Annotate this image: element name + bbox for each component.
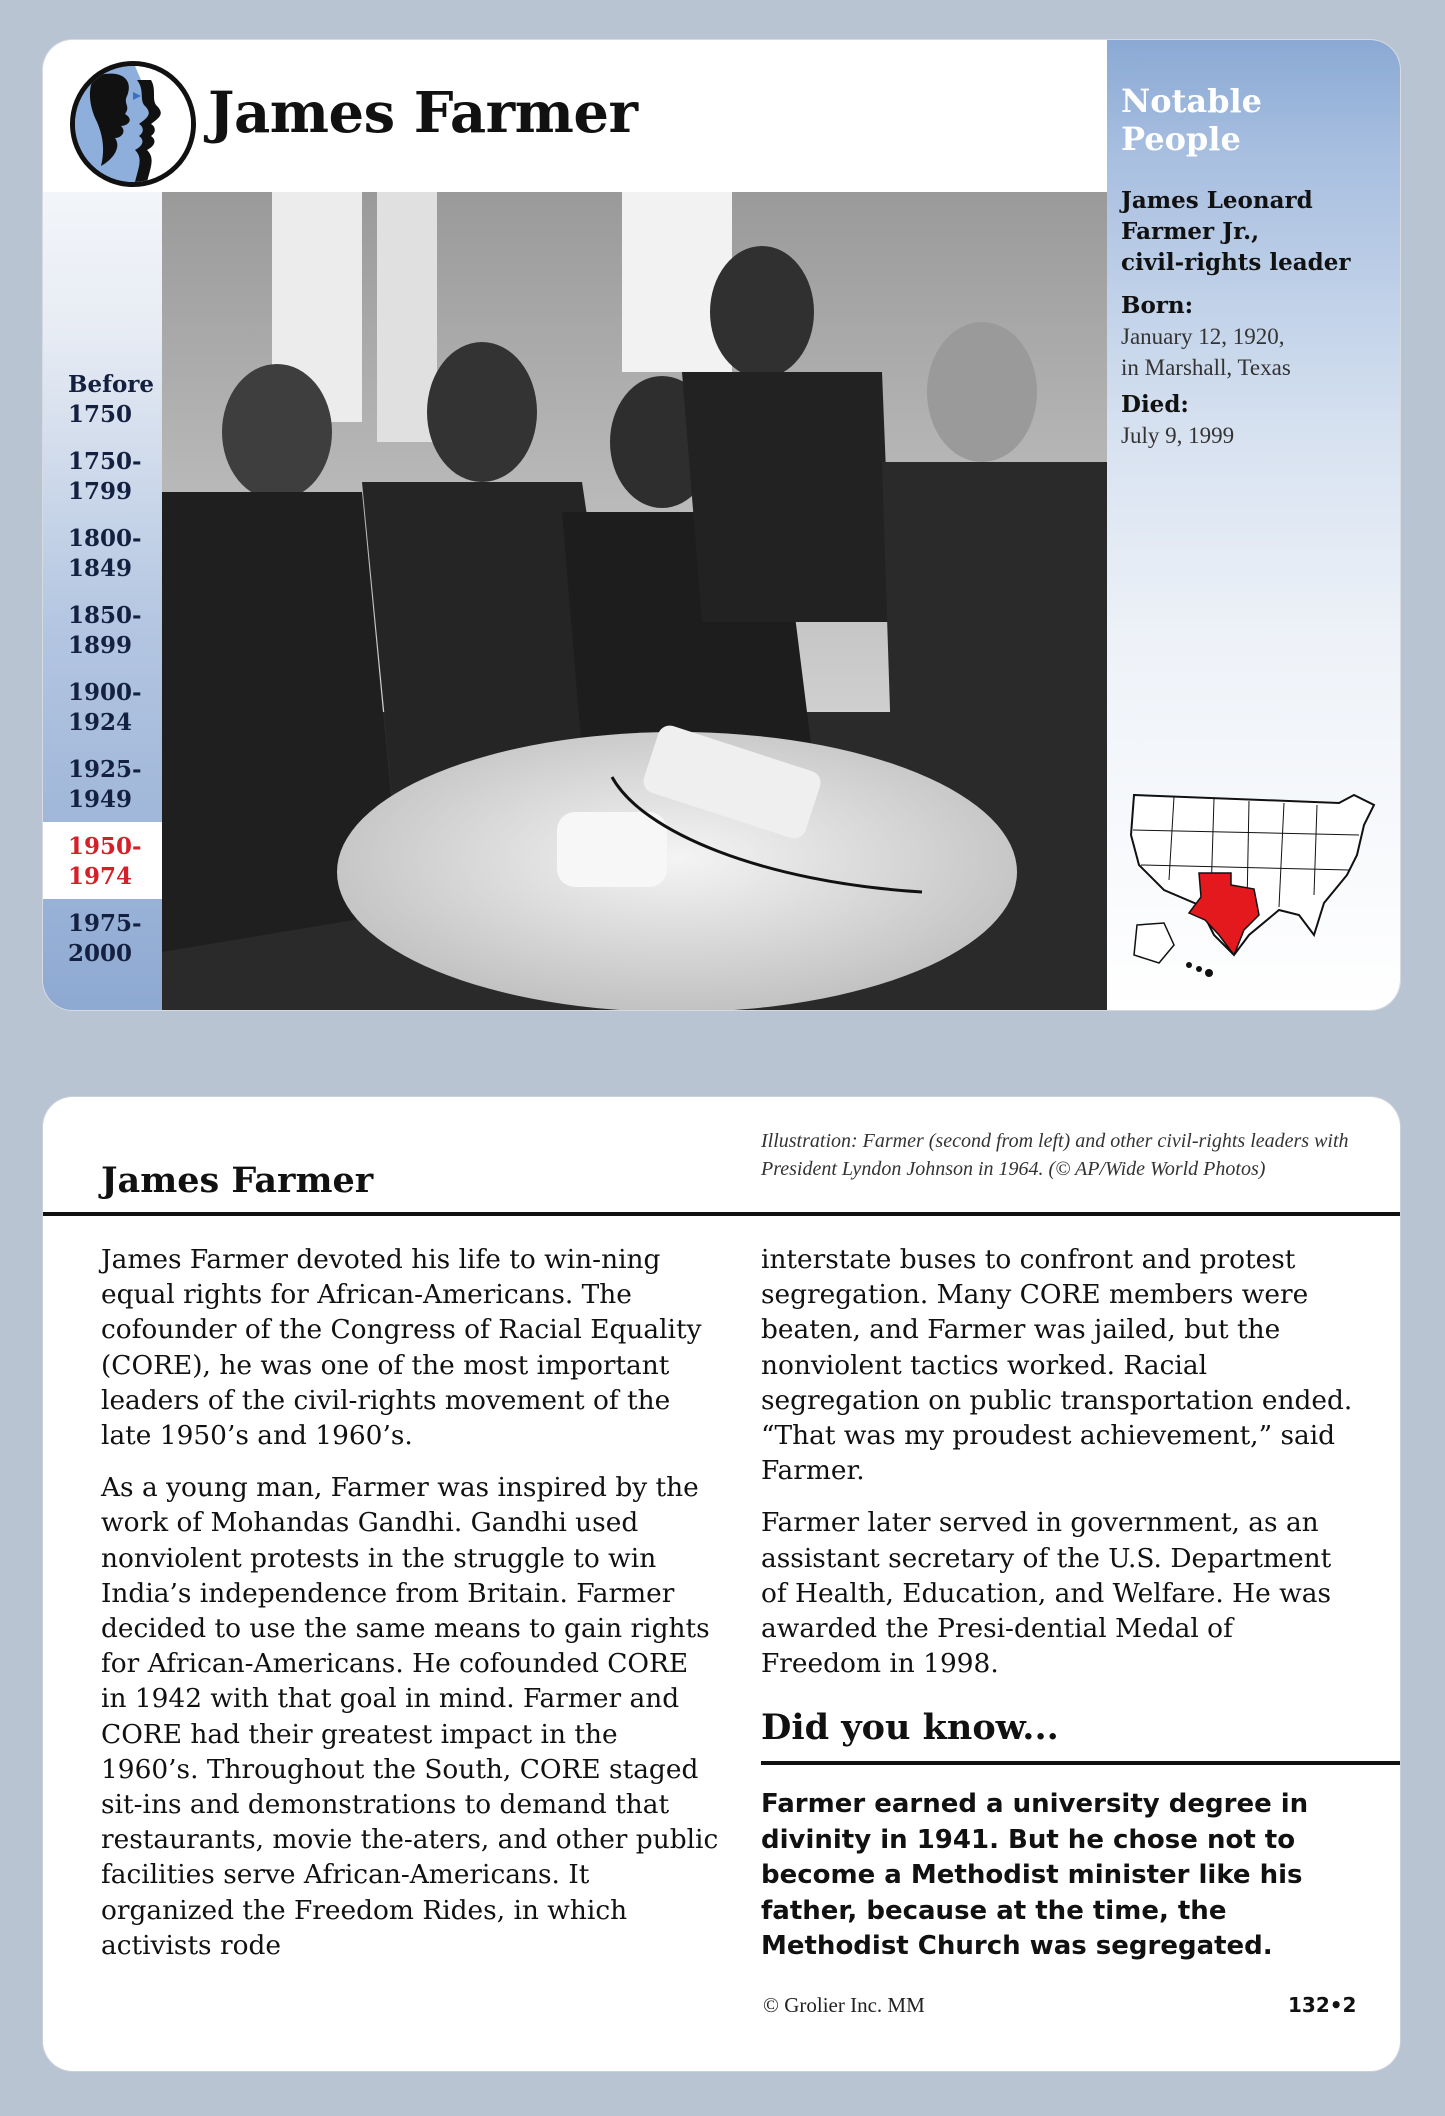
body-paragraph: Farmer later served in government, as an assistant secretary of the U.S. Department of Health, Education, and Welfare. He was awarded the Presi-dential Medal of Freedom in 1998. <box>761 1507 1332 1680</box>
era-label: 1850- 1899 <box>68 602 142 659</box>
era-1925-1949 <box>43 745 162 822</box>
era-label: 1750- 1799 <box>68 448 142 505</box>
back-title: James Farmer <box>101 1160 374 1201</box>
full-name-line: Farmer Jr., <box>1121 218 1260 245</box>
era-1950-1974-active <box>43 822 162 899</box>
did-you-know-text: Farmer earned a university degree in divinity in 1941. But he chose not to become a Methodist minister like his father, because at the time, the Methodist Church was segregated. <box>761 1789 1309 1961</box>
category-line: People <box>1121 120 1241 158</box>
died-label: Died: <box>1121 391 1189 418</box>
divider-rule <box>761 1761 1400 1765</box>
body-column-right <box>761 1242 1361 1698</box>
category-heading <box>1121 82 1262 158</box>
sidebar-facts <box>1121 185 1391 451</box>
divider-rule <box>43 1212 1400 1216</box>
born-date: January 12, 1920, <box>1121 324 1285 349</box>
full-name-line: James Leonard <box>1121 187 1313 214</box>
born-label: Born: <box>1121 292 1194 319</box>
era-1800-1849 <box>43 514 162 591</box>
era-1850-1899 <box>43 591 162 668</box>
born-place: in Marshall, Texas <box>1121 355 1291 380</box>
era-timeline <box>43 360 162 976</box>
body-paragraph: As a young man, Farmer was inspired by the work of Mohandas Gandhi. Gandhi used nonviolent protests in the struggle to win India’s independence from Britain. Farmer decided to use the same means to gain rights for African-Americans. He cofounded CORE in 1942 with that goal in mind. Farmer and CORE had their greatest impact in the 1960’s. Throughout the South, CORE staged sit-ins and demonstrations to demand that restaurants, movie the-aters, and other public facilities serve African-Americans. It organized the Freedom Rides, in which activists rode <box>101 1472 719 1961</box>
body-paragraph: James Farmer devoted his life to win-ning equal rights for African-Americans. The cofounder of the Congress of Racial Equality (CORE), he was one of the most important leaders of the civil-rights movement of the late 1950’s and 1960’s. <box>101 1244 702 1452</box>
era-1900-1924 <box>43 668 162 745</box>
front-card <box>43 40 1400 1010</box>
era-1975-2000 <box>43 899 162 976</box>
era-label: 1975- 2000 <box>68 910 142 967</box>
full-name-line: civil-rights leader <box>1121 249 1351 276</box>
historical-photo <box>162 192 1107 1010</box>
body-paragraph: interstate buses to confront and protest segregation. Many CORE members were beaten, and Farmer was jailed, but the nonviolent tactics worked. Racial segregation on public transportation ended. “That was my proudest achievement,” said Farmer. <box>761 1244 1353 1487</box>
era-label: 1950- 1974 <box>68 833 142 890</box>
body-column-left <box>101 1242 721 1980</box>
us-map-texas-highlight <box>1119 785 1389 985</box>
era-label: Before 1750 <box>68 371 155 428</box>
era-label: 1925- 1949 <box>68 756 142 813</box>
card-number: 132•2 <box>1288 1993 1357 2017</box>
era-before-1750 <box>43 360 162 437</box>
died-date: July 9, 1999 <box>1121 423 1235 448</box>
category-line: Notable <box>1121 82 1262 120</box>
faces-logo-icon <box>70 61 196 187</box>
did-you-know-heading: Did you know... <box>761 1707 1059 1748</box>
era-label: 1900- 1924 <box>68 679 142 736</box>
era-label: 1800- 1849 <box>68 525 142 582</box>
copyright-notice: © Grolier Inc. MM <box>763 1993 925 2017</box>
photo-caption: Illustration: Farmer (second from left) and other civil-rights leaders with President Lyndon Johnson in 1964. (© AP/Wide World Photos) <box>761 1130 1349 1180</box>
era-1750-1799 <box>43 437 162 514</box>
front-header <box>43 40 1107 192</box>
back-card <box>43 1097 1400 2071</box>
front-title: James Farmer <box>208 80 638 146</box>
info-sidebar <box>1107 40 1400 1010</box>
